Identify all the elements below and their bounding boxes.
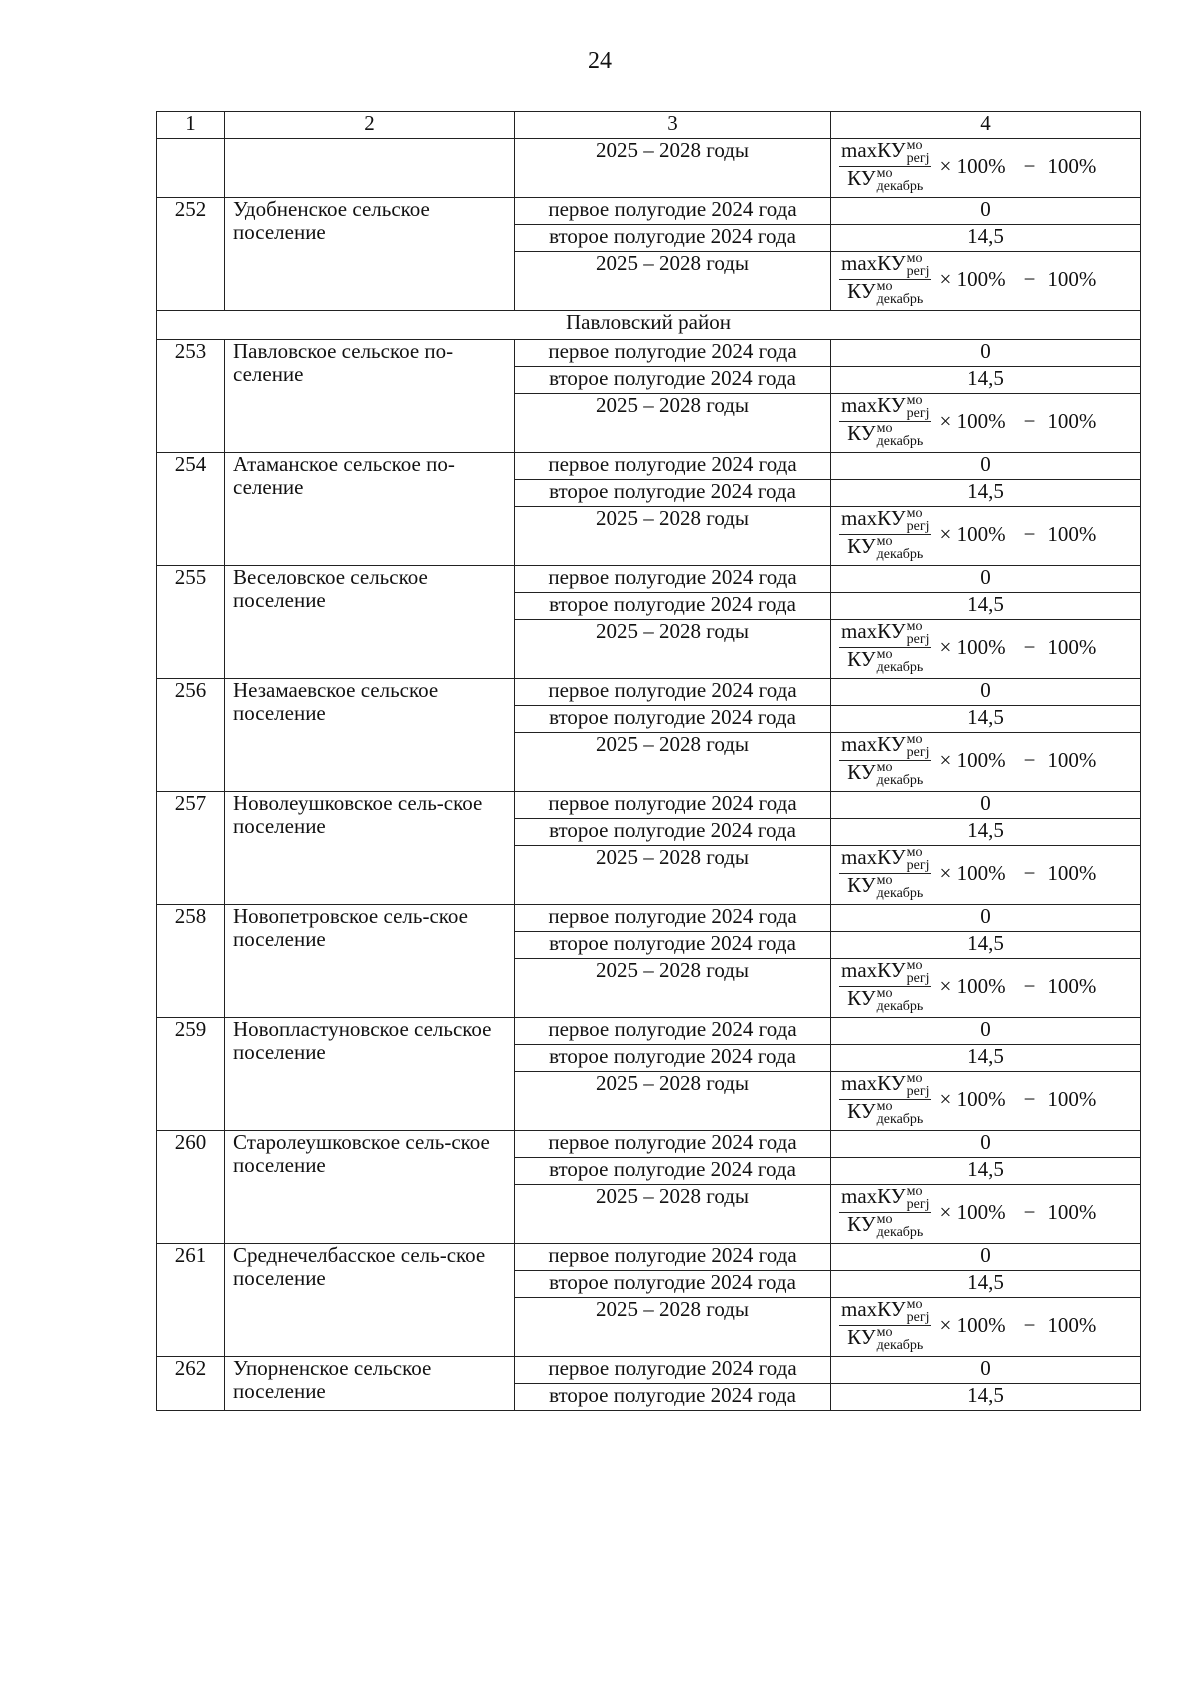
formula-cell [831, 733, 1141, 792]
formula-multiplier: × 100% [939, 860, 1006, 885]
value-cell: 14,5 [831, 480, 1141, 507]
period-cell: второе полугодие 2024 года [515, 1271, 831, 1298]
header-cell: 4 [831, 112, 1141, 139]
table-row [157, 1244, 1141, 1271]
formula-tail: 100% [1047, 634, 1097, 659]
settlement-name: Новопетровское сель-ское поселение [225, 905, 515, 1018]
formula-tail: 100% [1047, 1312, 1097, 1337]
formula-numerator: maxКУ мо регj [841, 845, 930, 874]
formula-multiplier: × 100% [939, 153, 1006, 178]
formula-minus: − [1023, 1199, 1036, 1224]
formula-denominator: КУ мо декабрь [847, 1098, 924, 1127]
formula-fraction [839, 1185, 931, 1239]
period-cell: второе полугодие 2024 года [515, 225, 831, 252]
formula-minus: − [1023, 153, 1036, 178]
period-cell: первое полугодие 2024 года [515, 340, 831, 367]
formula-numerator: maxКУ мо регj [841, 619, 930, 648]
settlement-name: Новопластуновское сельское поселение [225, 1018, 515, 1131]
growth-formula [839, 139, 1132, 193]
period-cell: 2025 – 2028 годы [515, 1298, 831, 1357]
formula-fraction [839, 846, 931, 900]
district-row [157, 311, 1141, 340]
value-cell: 0 [831, 1244, 1141, 1271]
growth-formula [839, 507, 1132, 561]
page-number: 24 [588, 48, 612, 74]
formula-cell [831, 959, 1141, 1018]
row-number: 256 [157, 679, 225, 792]
value-cell: 14,5 [831, 593, 1141, 620]
value-cell: 0 [831, 1018, 1141, 1045]
row-number: 258 [157, 905, 225, 1018]
formula-numerator: maxКУ мо регj [841, 393, 930, 422]
formula-denominator: КУ мо декабрь [847, 759, 924, 788]
settlement-name: Старолеушковское сель-ское поселение [225, 1131, 515, 1244]
growth-formula [839, 846, 1132, 900]
value-cell: 0 [831, 1131, 1141, 1158]
period-cell: первое полугодие 2024 года [515, 453, 831, 480]
formula-numerator: maxКУ мо регj [841, 1071, 930, 1100]
value-cell: 14,5 [831, 1158, 1141, 1185]
formula-multiplier: × 100% [939, 408, 1006, 433]
formula-denominator: КУ мо декабрь [847, 1211, 924, 1240]
row-number: 252 [157, 198, 225, 311]
period-cell: первое полугодие 2024 года [515, 1244, 831, 1271]
period-cell: первое полугодие 2024 года [515, 198, 831, 225]
value-cell: 0 [831, 198, 1141, 225]
period-cell: второе полугодие 2024 года [515, 1384, 831, 1411]
formula-denominator: КУ мо декабрь [847, 165, 924, 194]
row-number: 257 [157, 792, 225, 905]
formula-fraction [839, 139, 931, 193]
period-cell: 2025 – 2028 годы [515, 394, 831, 453]
formula-fraction [839, 394, 931, 448]
table-row [157, 340, 1141, 367]
value-cell: 0 [831, 340, 1141, 367]
table-row [157, 198, 1141, 225]
formula-numerator: maxКУ мо регj [841, 732, 930, 761]
period-cell: 2025 – 2028 годы [515, 507, 831, 566]
row-number: 253 [157, 340, 225, 453]
formula-numerator: maxКУ мо регj [841, 958, 930, 987]
formula-numerator: maxКУ мо регj [841, 1184, 930, 1213]
table-row [157, 1357, 1141, 1384]
formula-multiplier: × 100% [939, 634, 1006, 659]
formula-tail: 100% [1047, 860, 1097, 885]
formula-cell [831, 252, 1141, 311]
row-number: 255 [157, 566, 225, 679]
period-cell: первое полугодие 2024 года [515, 1018, 831, 1045]
period-cell: второе полугодие 2024 года [515, 706, 831, 733]
settlement-name: Атаманское сельское по-селение [225, 453, 515, 566]
value-cell: 14,5 [831, 819, 1141, 846]
table-row [157, 453, 1141, 480]
period-cell: второе полугодие 2024 года [515, 1045, 831, 1072]
formula-minus: − [1023, 634, 1036, 659]
formula-denominator: КУ мо декабрь [847, 985, 924, 1014]
row-number: 254 [157, 453, 225, 566]
settlement-name: Новолеушковское сель-ское поселение [225, 792, 515, 905]
formula-fraction [839, 1298, 931, 1352]
formula-cell [831, 139, 1141, 198]
formula-fraction [839, 620, 931, 674]
formula-fraction [839, 252, 931, 306]
formula-tail: 100% [1047, 1199, 1097, 1224]
growth-formula [839, 1185, 1132, 1239]
formula-minus: − [1023, 860, 1036, 885]
settlement-name: Павловское сельское по-селение [225, 340, 515, 453]
settlement-name: Среднечелбасское сель-ское поселение [225, 1244, 515, 1357]
value-cell: 0 [831, 566, 1141, 593]
district-name: Павловский район [157, 311, 1141, 340]
formula-fraction [839, 1072, 931, 1126]
table-row [157, 1131, 1141, 1158]
period-cell: 2025 – 2028 годы [515, 846, 831, 905]
value-cell: 0 [831, 792, 1141, 819]
formula-denominator: КУ мо декабрь [847, 533, 924, 562]
formula-cell [831, 1298, 1141, 1357]
table-header-row [157, 112, 1141, 139]
settlement-name: Упорненское сельское поселение [225, 1357, 515, 1411]
value-cell: 0 [831, 453, 1141, 480]
period-cell: 2025 – 2028 годы [515, 1185, 831, 1244]
header-cell: 3 [515, 112, 831, 139]
period-cell: второе полугодие 2024 года [515, 593, 831, 620]
formula-tail: 100% [1047, 521, 1097, 546]
formula-multiplier: × 100% [939, 266, 1006, 291]
settlement-name: Незамаевское сельское поселение [225, 679, 515, 792]
period-cell: 2025 – 2028 годы [515, 620, 831, 679]
settlement-name [225, 139, 515, 198]
formula-cell [831, 620, 1141, 679]
period-cell: второе полугодие 2024 года [515, 932, 831, 959]
header-cell: 2 [225, 112, 515, 139]
value-cell: 14,5 [831, 225, 1141, 252]
value-cell: 14,5 [831, 1271, 1141, 1298]
table-row [157, 139, 1141, 198]
settlement-name: Удобненское сельское поселение [225, 198, 515, 311]
formula-cell [831, 507, 1141, 566]
value-cell: 14,5 [831, 706, 1141, 733]
row-number: 261 [157, 1244, 225, 1357]
period-cell: второе полугодие 2024 года [515, 1158, 831, 1185]
period-cell: 2025 – 2028 годы [515, 733, 831, 792]
formula-minus: − [1023, 521, 1036, 546]
growth-formula [839, 252, 1132, 306]
formula-cell [831, 1072, 1141, 1131]
value-cell: 14,5 [831, 1045, 1141, 1072]
period-cell: первое полугодие 2024 года [515, 566, 831, 593]
period-cell: 2025 – 2028 годы [515, 139, 831, 198]
period-cell: второе полугодие 2024 года [515, 480, 831, 507]
tariff-table [156, 111, 1141, 1411]
table-row [157, 566, 1141, 593]
header-cell: 1 [157, 112, 225, 139]
formula-multiplier: × 100% [939, 521, 1006, 546]
formula-minus: − [1023, 1086, 1036, 1111]
value-cell: 0 [831, 905, 1141, 932]
period-cell: 2025 – 2028 годы [515, 252, 831, 311]
formula-multiplier: × 100% [939, 1199, 1006, 1224]
formula-multiplier: × 100% [939, 747, 1006, 772]
growth-formula [839, 620, 1132, 674]
value-cell: 14,5 [831, 1384, 1141, 1411]
period-cell: первое полугодие 2024 года [515, 792, 831, 819]
formula-numerator: maxКУ мо регj [841, 1297, 930, 1326]
formula-minus: − [1023, 266, 1036, 291]
formula-tail: 100% [1047, 747, 1097, 772]
table-row [157, 905, 1141, 932]
formula-tail: 100% [1047, 973, 1097, 998]
formula-multiplier: × 100% [939, 973, 1006, 998]
row-number: 259 [157, 1018, 225, 1131]
formula-denominator: КУ мо декабрь [847, 872, 924, 901]
period-cell: первое полугодие 2024 года [515, 1131, 831, 1158]
period-cell: первое полугодие 2024 года [515, 1357, 831, 1384]
row-number: 262 [157, 1357, 225, 1411]
formula-minus: − [1023, 408, 1036, 433]
value-cell: 0 [831, 1357, 1141, 1384]
formula-minus: − [1023, 1312, 1036, 1337]
period-cell: 2025 – 2028 годы [515, 1072, 831, 1131]
period-cell: второе полугодие 2024 года [515, 819, 831, 846]
formula-cell [831, 1185, 1141, 1244]
formula-denominator: КУ мо декабрь [847, 420, 924, 449]
growth-formula [839, 959, 1132, 1013]
period-cell: первое полугодие 2024 года [515, 679, 831, 706]
formula-numerator: maxКУ мо регj [841, 251, 930, 280]
period-cell: первое полугодие 2024 года [515, 905, 831, 932]
table-row [157, 792, 1141, 819]
formula-tail: 100% [1047, 153, 1097, 178]
formula-minus: − [1023, 747, 1036, 772]
formula-denominator: КУ мо декабрь [847, 1324, 924, 1353]
period-cell: второе полугодие 2024 года [515, 367, 831, 394]
formula-fraction [839, 959, 931, 1013]
row-number: 260 [157, 1131, 225, 1244]
period-cell: 2025 – 2028 годы [515, 959, 831, 1018]
formula-cell [831, 846, 1141, 905]
growth-formula [839, 394, 1132, 448]
table-row [157, 679, 1141, 706]
growth-formula [839, 733, 1132, 787]
value-cell: 0 [831, 679, 1141, 706]
formula-numerator: maxКУ мо регj [841, 506, 930, 535]
formula-tail: 100% [1047, 266, 1097, 291]
formula-numerator: maxКУ мо регj [841, 138, 930, 167]
value-cell: 14,5 [831, 367, 1141, 394]
settlement-name: Веселовское сельское поселение [225, 566, 515, 679]
formula-tail: 100% [1047, 408, 1097, 433]
formula-multiplier: × 100% [939, 1312, 1006, 1337]
growth-formula [839, 1072, 1132, 1126]
formula-fraction [839, 507, 931, 561]
formula-cell [831, 394, 1141, 453]
formula-multiplier: × 100% [939, 1086, 1006, 1111]
row-number [157, 139, 225, 198]
table-row [157, 1018, 1141, 1045]
value-cell: 14,5 [831, 932, 1141, 959]
growth-formula [839, 1298, 1132, 1352]
formula-minus: − [1023, 973, 1036, 998]
formula-denominator: КУ мо декабрь [847, 278, 924, 307]
formula-tail: 100% [1047, 1086, 1097, 1111]
formula-denominator: КУ мо декабрь [847, 646, 924, 675]
formula-fraction [839, 733, 931, 787]
